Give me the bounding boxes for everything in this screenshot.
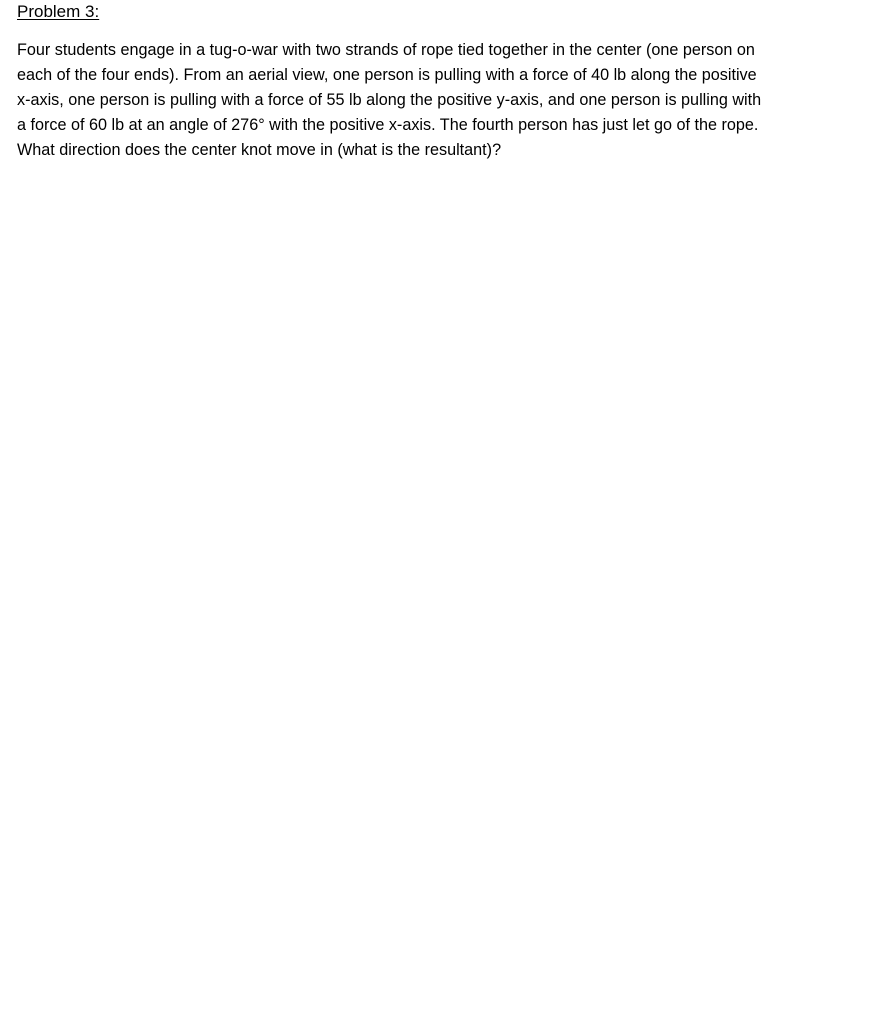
problem-paragraph <box>17 38 863 163</box>
paragraph-line: Four students engage in a tug-o-war with two strands of rope tied together in the center (one person on <box>17 41 755 59</box>
paragraph-line: each of the four ends). From an aerial view, one person is pulling with a force of 40 lb along the positive <box>17 66 757 84</box>
paragraph-line: What direction does the center knot move in (what is the resultant)? <box>17 141 502 159</box>
paragraph-line: x-axis, one person is pulling with a force of 55 lb along the positive y-axis, and one person is pulling with <box>17 91 762 109</box>
problem-heading: Problem 3: <box>17 2 100 21</box>
paragraph-line: a force of 60 lb at an angle of 276° with the positive x-axis. The fourth person has just let go of the rope. <box>17 116 759 134</box>
